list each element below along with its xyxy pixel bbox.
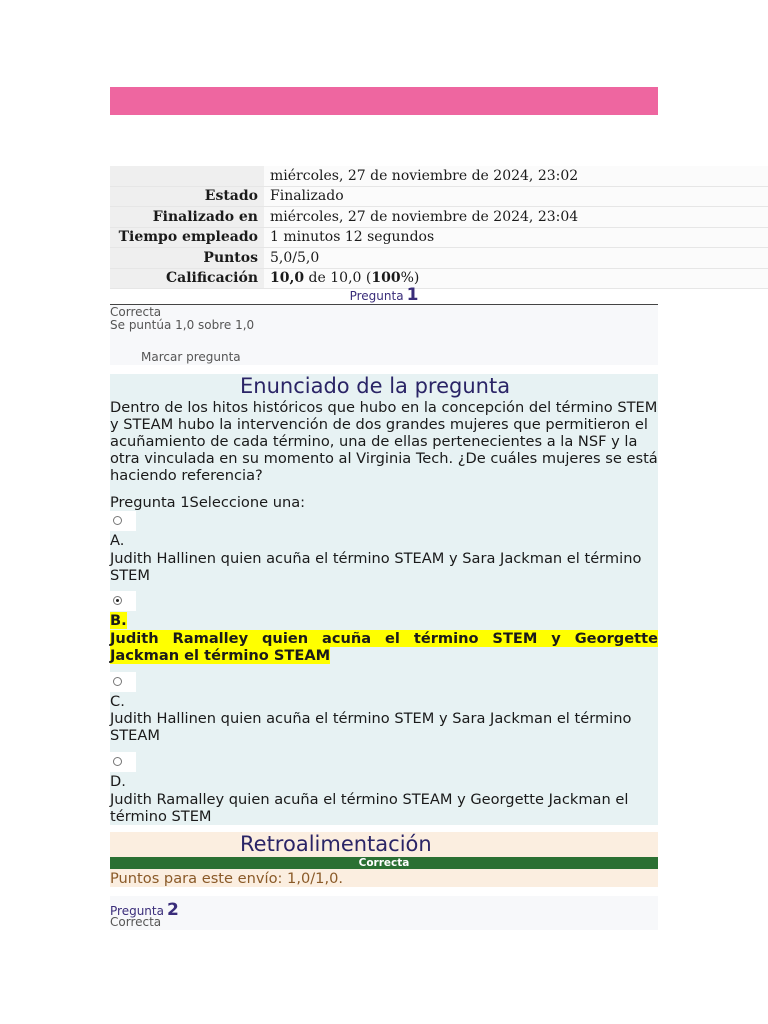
summary-value-finished: miércoles, 27 de noviembre de 2024, 23:04 bbox=[264, 207, 768, 228]
grade-close: %) bbox=[400, 270, 420, 287]
question-2-number: 2 bbox=[166, 900, 179, 920]
question-1-header bbox=[110, 285, 658, 305]
question-1-score: Se puntúa 1,0 sobre 1,0 bbox=[110, 318, 255, 332]
option-c-radio[interactable] bbox=[113, 677, 122, 686]
grade-score: 10,0 bbox=[270, 270, 305, 287]
option-d-text[interactable]: Judith Ramalley quien acuña el término STEAM y Georgette Jackman el término STEM bbox=[110, 791, 629, 825]
summary-value-state: Finalizado bbox=[264, 186, 768, 207]
summary-value-points: 5,0/5,0 bbox=[264, 248, 768, 269]
option-a-radio-container[interactable] bbox=[110, 511, 136, 531]
option-a-letter: A. bbox=[110, 532, 125, 549]
question-1-info bbox=[110, 305, 658, 365]
summary-label-time: Tiempo empleado bbox=[110, 227, 264, 248]
summary-label-state: Estado bbox=[110, 186, 264, 207]
summary-row-state bbox=[110, 186, 768, 207]
summary-label-started bbox=[110, 166, 264, 186]
grade-of: de 10,0 ( bbox=[304, 270, 372, 287]
feedback-points: Puntos para este envío: 1,0/1,0. bbox=[110, 870, 344, 887]
answer-prompt: Pregunta 1Seleccione una: bbox=[110, 494, 306, 511]
option-c-radio-container[interactable] bbox=[110, 672, 136, 692]
summary-label-finished: Finalizado en bbox=[110, 207, 264, 228]
summary-row-started bbox=[110, 166, 768, 186]
feedback-heading: Retroalimentación bbox=[240, 832, 432, 856]
summary-row-time bbox=[110, 227, 768, 248]
summary-value-time: 1 minutos 12 segundos bbox=[264, 227, 768, 248]
summary-label-grade: Calificación bbox=[110, 268, 264, 289]
option-b-letter bbox=[110, 612, 127, 629]
question-1-status: Correcta bbox=[110, 305, 162, 319]
correct-result-bar: Correcta bbox=[110, 857, 658, 869]
question-1-text: Dentro de los hitos históricos que hubo en la concepción del término STEM y STEAM hubo la intervención de dos grandes mujeres que permitieron el acuñamiento de cada término, una de ellas pertenecientes a la NSF y la otra vinculada en su momento al Virginia Tech. ¿De cuáles mujeres se está haciendo referencia? bbox=[110, 399, 658, 484]
option-b-radio-container[interactable] bbox=[110, 591, 136, 611]
option-b-radio-selected[interactable] bbox=[113, 596, 122, 605]
option-b-text-highlight: Judith Ramalley quien acuña el término STEM y Georgette Jackman el término STEAM bbox=[110, 630, 658, 664]
option-b-letter-highlight: B. bbox=[110, 612, 127, 629]
attempt-summary-table bbox=[110, 166, 768, 289]
option-c-letter: C. bbox=[110, 693, 125, 710]
question-1-label: Pregunta bbox=[349, 289, 404, 303]
option-b-text[interactable] bbox=[110, 630, 658, 664]
question-statement-heading: Enunciado de la pregunta bbox=[240, 374, 511, 398]
question-2-info bbox=[110, 896, 658, 930]
header-banner bbox=[110, 87, 658, 115]
grade-percent: 100 bbox=[371, 270, 401, 287]
question-1-number: 1 bbox=[406, 285, 419, 305]
flag-question-link[interactable]: Marcar pregunta bbox=[141, 350, 241, 364]
option-d-letter: D. bbox=[110, 773, 126, 790]
option-d-radio[interactable] bbox=[113, 757, 122, 766]
summary-value-started: miércoles, 27 de noviembre de 2024, 23:02 bbox=[264, 166, 768, 186]
option-d-radio-container[interactable] bbox=[110, 752, 136, 772]
question-2-label: Pregunta bbox=[110, 904, 164, 918]
option-a-text[interactable]: Judith Hallinen quien acuña el término STEAM y Sara Jackman el término STEM bbox=[110, 550, 642, 584]
question-2-status: Correcta bbox=[110, 915, 162, 929]
option-c-text[interactable]: Judith Hallinen quien acuña el término STEM y Sara Jackman el término STEAM bbox=[110, 710, 632, 744]
summary-row-points bbox=[110, 248, 768, 269]
summary-label-points: Puntos bbox=[110, 248, 264, 269]
option-a-radio[interactable] bbox=[113, 516, 122, 525]
summary-row-finished bbox=[110, 207, 768, 228]
